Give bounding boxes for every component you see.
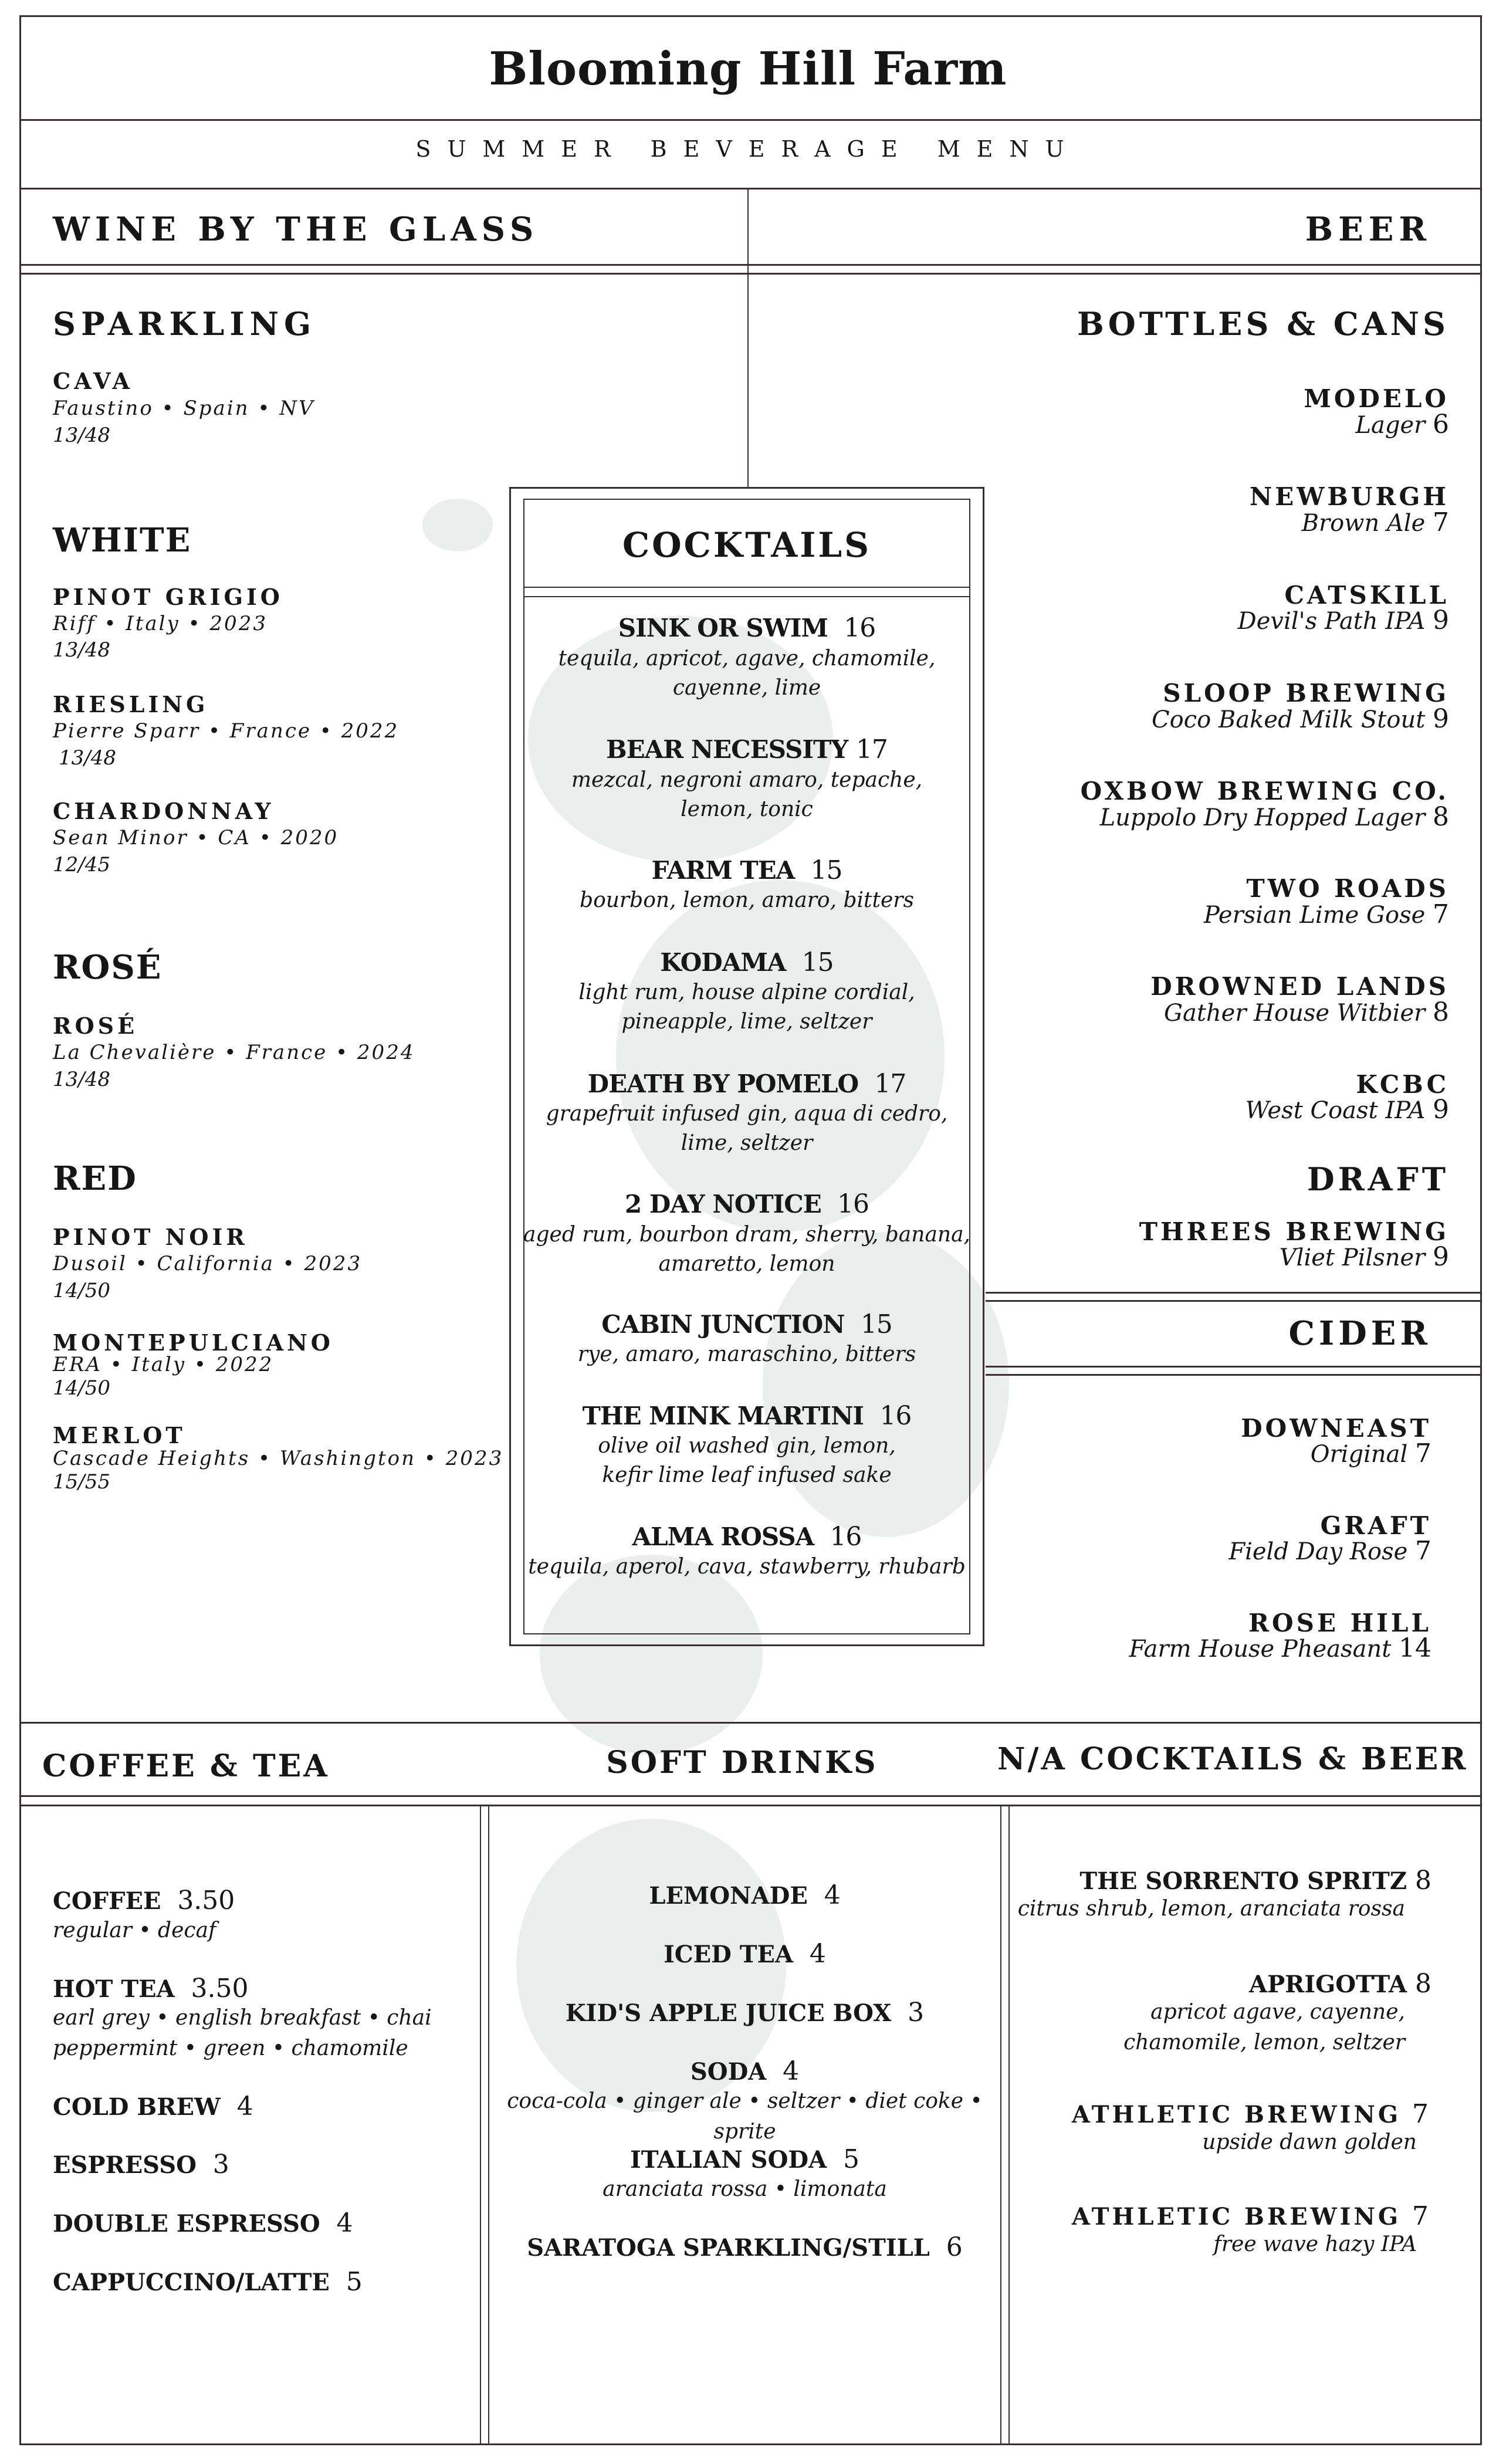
cocktail-desc: mezcal, negroni amaro, tepache, lemon, tonic [571, 768, 923, 821]
cocktail-desc: rye, amaro, maraschino, bitters [577, 1342, 916, 1366]
cocktail-name: FARM TEA 15 [651, 855, 842, 885]
soft-item-name: SARATOGA SPARKLING/STILL 6 [527, 2232, 963, 2262]
soft-item-desc: coca-cola • ginger ale • seltzer • diet coke • sprite [507, 2089, 983, 2144]
coffee-item-name: CAPPUCCINO/LATTE 5 [53, 2267, 363, 2297]
soft-item-name: SODA 4 [690, 2056, 800, 2086]
beer-item-style: Persian Lime Gose 7 [1203, 899, 1449, 929]
cocktail-name: 2 DAY NOTICE 16 [625, 1189, 869, 1219]
beer-item-style: Vliet Pilsner 9 [1279, 1242, 1449, 1272]
wine-item-name: PINOT NOIR [53, 1224, 248, 1250]
menu-subtitle: SUMMER BEVERAGE MENU [415, 136, 1081, 162]
na-item-desc: free wave hazy IPA [1213, 2232, 1417, 2256]
cider-item-style: Farm House Pheasant 14 [1129, 1633, 1431, 1663]
red-heading: RED [53, 1159, 137, 1198]
wine-item-sub: La Chevalière • France • 2024 [53, 1041, 415, 1064]
beer-item-name: SLOOP BREWING [1163, 679, 1449, 708]
cocktail-desc: light rum, house alpine cordial, pineapple, lime, seltzer [578, 980, 915, 1034]
coffee-item-name: DOUBLE ESPRESSO 4 [53, 2208, 353, 2238]
coffee-item-desc: regular • decaf [53, 1918, 216, 1942]
wine-item-price: 13/48 [53, 424, 110, 447]
cider-rule-a [986, 1292, 1482, 1294]
wine-item-name: MERLOT [53, 1422, 186, 1448]
cider-item-style: Original 7 [1310, 1439, 1431, 1468]
soft-item-name: KID'S APPLE JUICE BOX 3 [565, 1998, 925, 2028]
cocktail-name: KODAMA 15 [660, 947, 834, 977]
cocktail-name: CABIN JUNCTION 15 [601, 1309, 892, 1339]
rose-heading: ROSÉ [53, 948, 163, 987]
wine-item-name: PINOT GRIGIO [53, 584, 283, 610]
cider-rule-b [986, 1300, 1482, 1302]
wine-item-price: 13/48 [59, 746, 116, 770]
soft-item-name: ITALIAN SODA 5 [630, 2144, 859, 2174]
na-item-desc: apricot agave, cayenne, chamomile, lemon, seltzer [1123, 2000, 1405, 2055]
cocktail-desc: olive oil washed gin, lemon, kefir lime leaf infused sake [598, 1434, 896, 1487]
bottom-divider-a [19, 1795, 1482, 1797]
soft-item-name: ICED TEA 4 [664, 1939, 826, 1969]
wine-item-sub: Pierre Sparr • France • 2022 [53, 719, 400, 743]
na-item-desc: citrus shrub, lemon, aranciata rossa [1017, 1897, 1405, 1921]
beer-item-style: Gather House Witbier 8 [1164, 997, 1449, 1027]
wine-item-price: 12/45 [53, 853, 110, 876]
beer-item-style: Brown Ale 7 [1301, 507, 1449, 537]
col-divider-2b [1008, 1806, 1010, 2445]
cider-rule-d [986, 1374, 1482, 1376]
beer-item-style: West Coast IPA 9 [1245, 1095, 1449, 1125]
wine-item-sub: Dusoil • California • 2023 [53, 1252, 363, 1275]
cider-item-name: GRAFT [1320, 1511, 1431, 1540]
wine-item-price: 15/55 [53, 1470, 110, 1494]
soft-item-desc: aranciata rossa • limonata [603, 2177, 887, 2201]
na-item-name: THE SORRENTO SPRITZ 8 [1079, 1866, 1431, 1896]
beer-item-name: TWO ROADS [1246, 874, 1449, 903]
header-divider [19, 119, 1482, 121]
cocktail-name: BEAR NECESSITY 17 [606, 735, 888, 764]
cocktails-heading-rule-b [523, 596, 970, 597]
cocktail-name: DEATH BY POMELO 17 [587, 1069, 906, 1099]
section-divider-b [19, 273, 1482, 275]
beer-item-style: Luppolo Dry Hopped Lager 8 [1099, 802, 1449, 832]
wine-item-price: 14/50 [53, 1376, 110, 1400]
beer-item-name: THREES BREWING [1139, 1217, 1449, 1246]
cider-item-name: DOWNEAST [1241, 1414, 1431, 1443]
wine-item-price: 13/48 [53, 1068, 110, 1091]
bottom-divider-b [19, 1805, 1482, 1806]
col-divider-1a [480, 1806, 481, 2445]
wine-item-name: CAVA [53, 368, 133, 394]
beer-item-name: NEWBURGH [1249, 482, 1449, 511]
soft-item-name: LEMONADE 4 [649, 1880, 841, 1910]
draft-heading: DRAFT [1307, 1160, 1449, 1198]
wine-item-sub: Riff • Italy • 2023 [53, 612, 268, 635]
white-heading: WHITE [53, 521, 192, 560]
beer-item-style: Coco Baked Milk Stout 9 [1152, 704, 1449, 734]
na-item-name: ATHLETIC BREWING 7 [1071, 2201, 1431, 2231]
beer-item-style: Devil's Path IPA 9 [1237, 605, 1449, 635]
wine-item-name: RIESLING [53, 691, 209, 717]
cocktail-name: THE MINK MARTINI 16 [582, 1401, 912, 1431]
beer-item-style: Lager 6 [1355, 409, 1449, 439]
frame-right [1480, 15, 1482, 2445]
beer-item-name: KCBC [1356, 1070, 1449, 1099]
coffee-item-name: HOT TEA 3.50 [53, 1974, 249, 2003]
coffee-item-name: COLD BREW 4 [53, 2091, 253, 2121]
cocktails-heading: COCKTAILS [622, 525, 872, 565]
cocktail-name: SINK OR SWIM 16 [618, 613, 876, 643]
beer-item-name: MODELO [1304, 384, 1449, 413]
na-item-name: ATHLETIC BREWING 7 [1071, 2099, 1431, 2129]
frame-top [19, 15, 1482, 17]
wine-item-sub: ERA • Italy • 2022 [53, 1353, 274, 1376]
beer-item-name: CATSKILL [1284, 581, 1449, 610]
wine-heading: WINE BY THE GLASS [53, 210, 539, 249]
beer-item-name: DROWNED LANDS [1150, 972, 1449, 1001]
na-heading: N/A COCKTAILS & BEER [997, 1741, 1468, 1777]
cider-heading: CIDER [1288, 1314, 1431, 1353]
coffee-heading: COFFEE & TEA [42, 1748, 330, 1784]
frame-bottom [19, 2443, 1482, 2445]
coffee-item-name: COFFEE 3.50 [53, 1886, 235, 1915]
subtitle-divider [19, 188, 1482, 189]
cocktail-name: ALMA ROSSA 16 [632, 1522, 862, 1552]
wine-item-name: ROSÉ [53, 1013, 138, 1039]
section-divider-a [19, 264, 1482, 266]
na-item-name: APRIGOTTA 8 [1249, 1969, 1431, 1999]
bottom-divider-top [19, 1722, 1482, 1724]
wine-item-name: MONTEPULCIANO [53, 1329, 334, 1356]
coffee-item-desc: earl grey • english breakfast • chai peppermint • green • chamomile [53, 2006, 432, 2060]
cocktail-desc: tequila, aperol, cava, stawberry, rhubarb [528, 1555, 966, 1579]
wine-item-sub: Sean Minor • CA • 2020 [53, 826, 339, 849]
cider-rule-c [986, 1366, 1482, 1368]
wine-item-sub: Faustino • Spain • NV [53, 397, 315, 420]
cocktail-desc: bourbon, lemon, amaro, bitters [580, 888, 914, 912]
wine-item-price: 13/48 [53, 638, 110, 662]
top-center-divider [747, 188, 749, 487]
beer-heading: BEER [1305, 210, 1431, 249]
cocktail-desc: grapefruit infused gin, aqua di cedro, lime, seltzer [546, 1102, 948, 1155]
wine-item-sub: Cascade Heights • Washington • 2023 [53, 1447, 504, 1470]
soft-heading: SOFT DRINKS [606, 1745, 878, 1781]
na-item-desc: upside dawn golden [1202, 2130, 1417, 2154]
beer-item-name: OXBOW BREWING CO. [1080, 777, 1449, 805]
coffee-item-name: ESPRESSO 3 [53, 2150, 229, 2179]
bottles-heading: BOTTLES & CANS [1077, 305, 1449, 343]
menu-title: Blooming Hill Farm [489, 42, 1007, 96]
col-divider-2a [1000, 1806, 1001, 2445]
cider-item-name: ROSE HILL [1248, 1609, 1431, 1637]
cocktails-heading-rule-a [523, 587, 970, 588]
wine-item-price: 14/50 [53, 1279, 110, 1302]
wine-item-name: CHARDONNAY [53, 798, 275, 824]
sparkling-heading: SPARKLING [53, 305, 317, 343]
cocktail-desc: aged rum, bourbon dram, sherry, banana, amaretto, lemon [523, 1223, 970, 1276]
cocktail-desc: tequila, apricot, agave, chamomile, cayenne, lime [558, 647, 936, 700]
cider-item-style: Field Day Rose 7 [1228, 1536, 1431, 1566]
frame-left [19, 15, 21, 2445]
